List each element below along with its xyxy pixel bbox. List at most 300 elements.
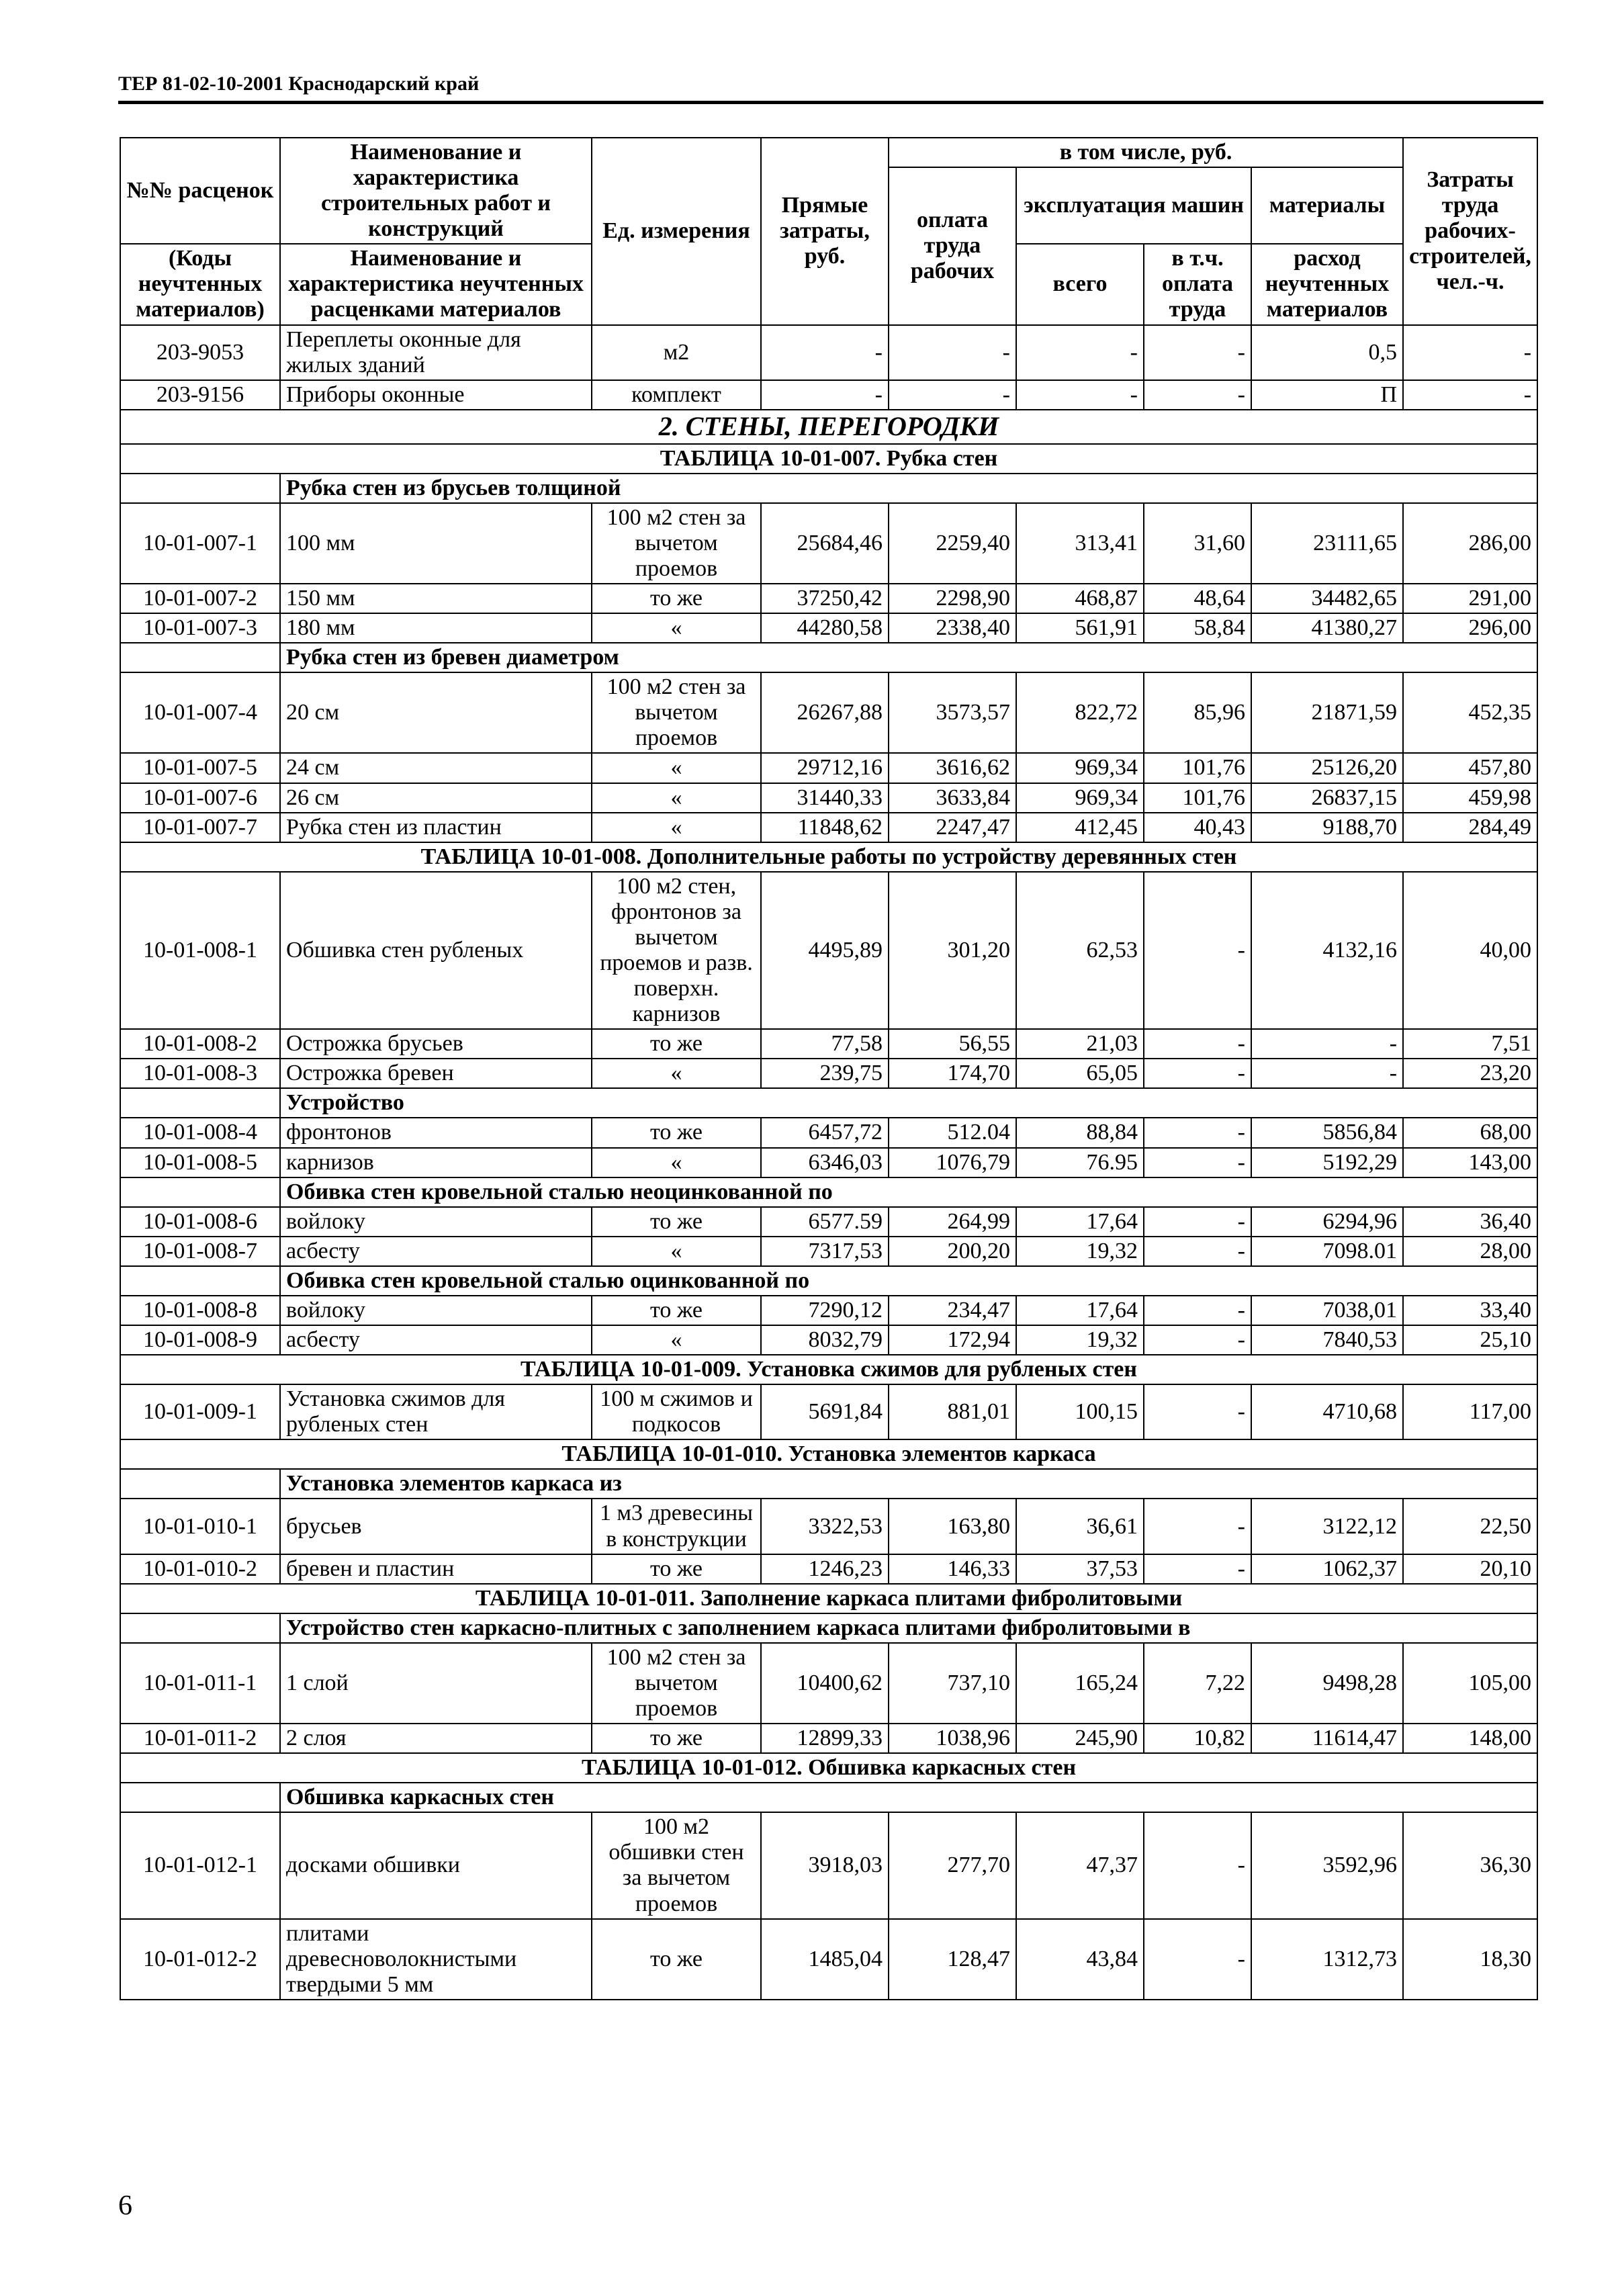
work-name: досками обшивки	[280, 1812, 592, 1918]
materials: -	[1251, 1059, 1403, 1088]
worker-pay: 1076,79	[889, 1148, 1016, 1177]
group-code-blank	[120, 1469, 280, 1499]
unit-of-measure: «	[592, 1059, 761, 1088]
machines-pay: 48,64	[1144, 584, 1251, 613]
worker-pay: 56,55	[889, 1029, 1016, 1059]
group-heading	[120, 643, 1537, 672]
worker-pay: 172,94	[889, 1325, 1016, 1355]
rate-code: 10-01-007-3	[120, 613, 280, 643]
machines-pay: 7,22	[1144, 1643, 1251, 1724]
direct-costs: 4495,89	[761, 872, 889, 1029]
rate-code: 10-01-008-2	[120, 1029, 280, 1059]
direct-costs: 29712,16	[761, 753, 889, 783]
table-title	[120, 1355, 1537, 1384]
machines-pay: -	[1144, 1148, 1251, 1177]
group-code-blank	[120, 474, 280, 503]
machines-total: 88,84	[1016, 1118, 1144, 1147]
machines-total: 19,32	[1016, 1237, 1144, 1266]
machines-total: 62,53	[1016, 872, 1144, 1029]
labor-cost: 452,35	[1403, 672, 1537, 753]
labor-cost: 286,00	[1403, 503, 1537, 584]
machines-pay: -	[1144, 1296, 1251, 1325]
work-name: 24 см	[280, 753, 592, 783]
table-title-text: ТАБЛИЦА 10-01-007. Рубка стен	[120, 444, 1537, 474]
header-rule	[118, 101, 1543, 104]
unit-of-measure: «	[592, 783, 761, 813]
worker-pay: 881,01	[889, 1384, 1016, 1439]
work-name: Приборы оконные	[280, 380, 592, 410]
worker-pay: 163,80	[889, 1499, 1016, 1554]
table-title	[120, 1584, 1537, 1613]
worker-pay: 146,33	[889, 1554, 1016, 1584]
work-name: асбесту	[280, 1325, 592, 1355]
materials: 41380,27	[1251, 613, 1403, 643]
direct-costs: 7290,12	[761, 1296, 889, 1325]
unit-of-measure: «	[592, 753, 761, 783]
rate-code: 10-01-008-3	[120, 1059, 280, 1088]
table-row	[120, 613, 1537, 643]
group-heading	[120, 1266, 1537, 1296]
table-row	[120, 503, 1537, 584]
direct-costs: 25684,46	[761, 503, 889, 584]
unit-of-measure: то же	[592, 1554, 761, 1584]
labor-cost: 23,20	[1403, 1059, 1537, 1088]
work-name: 26 см	[280, 783, 592, 813]
table-title	[120, 444, 1537, 474]
worker-pay: 234,47	[889, 1296, 1016, 1325]
group-heading	[120, 1177, 1537, 1207]
materials: 23111,65	[1251, 503, 1403, 584]
machines-total: -	[1016, 325, 1144, 380]
group-heading-text: Рубка стен из брусьев толщиной	[280, 474, 1537, 503]
direct-costs: 8032,79	[761, 1325, 889, 1355]
group-code-blank	[120, 1266, 280, 1296]
unit-of-measure: 100 м2 стен за вычетом проемов	[592, 672, 761, 753]
labor-cost: 105,00	[1403, 1643, 1537, 1724]
machines-total: 19,32	[1016, 1325, 1144, 1355]
machines-total: -	[1016, 380, 1144, 410]
group-heading-text: Обивка стен кровельной сталью оцинкованной по	[280, 1266, 1537, 1296]
labor-cost: 68,00	[1403, 1118, 1537, 1147]
materials: П	[1251, 380, 1403, 410]
table-title-text: ТАБЛИЦА 10-01-012. Обшивка каркасных стен	[120, 1753, 1537, 1783]
rate-code: 10-01-012-2	[120, 1919, 280, 2000]
table-row	[120, 1059, 1537, 1088]
table-row	[120, 584, 1537, 613]
labor-cost: 7,51	[1403, 1029, 1537, 1059]
materials: 1062,37	[1251, 1554, 1403, 1584]
labor-cost: 148,00	[1403, 1724, 1537, 1753]
unit-of-measure: 1 м3 древесины в конструкции	[592, 1499, 761, 1554]
machines-pay: -	[1144, 1325, 1251, 1355]
worker-pay: 3633,84	[889, 783, 1016, 813]
unit-of-measure: «	[592, 1237, 761, 1266]
header-materials-top: материалы	[1251, 167, 1403, 244]
work-name: 150 мм	[280, 584, 592, 613]
unit-of-measure: то же	[592, 1724, 761, 1753]
rate-code: 10-01-012-1	[120, 1812, 280, 1918]
header-code-top: №№ расценок	[120, 138, 280, 244]
materials: 5856,84	[1251, 1118, 1403, 1147]
direct-costs: 26267,88	[761, 672, 889, 753]
machines-total: 65,05	[1016, 1059, 1144, 1088]
group-code-blank	[120, 643, 280, 672]
machines-pay: -	[1144, 1384, 1251, 1439]
running-header: ТЕР 81-02-10-2001 Краснодарский край	[118, 73, 480, 95]
materials: 3122,12	[1251, 1499, 1403, 1554]
unit-of-measure: то же	[592, 1296, 761, 1325]
rate-code: 10-01-011-2	[120, 1724, 280, 1753]
group-heading	[120, 1783, 1537, 1812]
machines-total: 17,64	[1016, 1207, 1144, 1237]
labor-cost: 40,00	[1403, 872, 1537, 1029]
direct-costs: 44280,58	[761, 613, 889, 643]
machines-total: 412,45	[1016, 813, 1144, 842]
group-heading	[120, 1469, 1537, 1499]
section-heading-text: 2. СТЕНЫ, ПЕРЕГОРОДКИ	[120, 410, 1537, 444]
work-name: бревен и пластин	[280, 1554, 592, 1584]
header-name-bottom: Наименование и характеристика неучтенных расценками материалов	[280, 244, 592, 324]
machines-pay: -	[1144, 380, 1251, 410]
unit-of-measure: «	[592, 1325, 761, 1355]
worker-pay: 2338,40	[889, 613, 1016, 643]
table-title-text: ТАБЛИЦА 10-01-008. Дополнительные работы по устройству деревянных стен	[120, 842, 1537, 872]
labor-cost: 117,00	[1403, 1384, 1537, 1439]
unit-of-measure: «	[592, 1148, 761, 1177]
materials: 9498,28	[1251, 1643, 1403, 1724]
table-row	[120, 813, 1537, 842]
group-code-blank	[120, 1088, 280, 1118]
header-labor: Затраты труда рабочих-строителей, чел.-ч.	[1403, 138, 1537, 325]
group-heading	[120, 1613, 1537, 1643]
rate-code: 10-01-009-1	[120, 1384, 280, 1439]
work-name: Переплеты оконные для жилых зданий	[280, 325, 592, 380]
header-including: в том числе, руб.	[889, 138, 1403, 167]
header-unit: Ед. измерения	[592, 138, 761, 325]
rate-code: 10-01-008-1	[120, 872, 280, 1029]
group-heading-text: Установка элементов каркаса из	[280, 1469, 1537, 1499]
work-name: карнизов	[280, 1148, 592, 1177]
rate-code: 203-9156	[120, 380, 280, 410]
direct-costs: 6577.59	[761, 1207, 889, 1237]
labor-cost: 25,10	[1403, 1325, 1537, 1355]
direct-costs: 239,75	[761, 1059, 889, 1088]
materials: -	[1251, 1029, 1403, 1059]
header-row-1	[120, 138, 1537, 167]
header-worker-pay: оплата труда рабочих	[889, 167, 1016, 324]
machines-total: 561,91	[1016, 613, 1144, 643]
group-code-blank	[120, 1783, 280, 1812]
machines-pay: -	[1144, 1118, 1251, 1147]
worker-pay: 174,70	[889, 1059, 1016, 1088]
work-name: Острожка брусьев	[280, 1029, 592, 1059]
rate-code: 10-01-007-1	[120, 503, 280, 584]
materials: 4132,16	[1251, 872, 1403, 1029]
work-name: Обшивка стен рубленых	[280, 872, 592, 1029]
direct-costs: -	[761, 325, 889, 380]
direct-costs: 11848,62	[761, 813, 889, 842]
machines-pay: 31,60	[1144, 503, 1251, 584]
rate-code: 10-01-007-6	[120, 783, 280, 813]
worker-pay: 3573,57	[889, 672, 1016, 753]
table-row	[120, 1812, 1537, 1918]
direct-costs: 31440,33	[761, 783, 889, 813]
table-row	[120, 1643, 1537, 1724]
table-row	[120, 872, 1537, 1029]
unit-of-measure: «	[592, 813, 761, 842]
machines-total: 43,84	[1016, 1919, 1144, 2000]
group-code-blank	[120, 1177, 280, 1207]
machines-pay: 101,76	[1144, 753, 1251, 783]
group-code-blank	[120, 1613, 280, 1643]
worker-pay: -	[889, 380, 1016, 410]
machines-total: 969,34	[1016, 783, 1144, 813]
direct-costs: 1246,23	[761, 1554, 889, 1584]
table-title	[120, 842, 1537, 872]
table-title	[120, 1753, 1537, 1783]
labor-cost: -	[1403, 380, 1537, 410]
direct-costs: -	[761, 380, 889, 410]
rate-code: 10-01-008-7	[120, 1237, 280, 1266]
unit-of-measure: комплект	[592, 380, 761, 410]
unit-of-measure: то же	[592, 1207, 761, 1237]
rate-code: 10-01-008-5	[120, 1148, 280, 1177]
worker-pay: 128,47	[889, 1919, 1016, 2000]
work-name: брусьев	[280, 1499, 592, 1554]
materials: 7840,53	[1251, 1325, 1403, 1355]
machines-pay: -	[1144, 1812, 1251, 1918]
rate-code: 10-01-007-5	[120, 753, 280, 783]
direct-costs: 37250,42	[761, 584, 889, 613]
header-machines-pay: в т.ч. оплата труда	[1144, 244, 1251, 324]
machines-total: 468,87	[1016, 584, 1144, 613]
direct-costs: 12899,33	[761, 1724, 889, 1753]
labor-cost: 20,10	[1403, 1554, 1537, 1584]
rate-code: 10-01-008-8	[120, 1296, 280, 1325]
price-table	[120, 137, 1538, 2000]
rate-code: 10-01-008-4	[120, 1118, 280, 1147]
work-name: 2 слоя	[280, 1724, 592, 1753]
work-name: 100 мм	[280, 503, 592, 584]
machines-pay: -	[1144, 1554, 1251, 1584]
work-name: фронтонов	[280, 1118, 592, 1147]
materials: 7038,01	[1251, 1296, 1403, 1325]
unit-of-measure: то же	[592, 1919, 761, 2000]
unit-of-measure: то же	[592, 584, 761, 613]
machines-pay: -	[1144, 1207, 1251, 1237]
work-name: войлоку	[280, 1296, 592, 1325]
header-machines-total: всего	[1016, 244, 1144, 324]
rate-code: 10-01-010-2	[120, 1554, 280, 1584]
unit-of-measure: то же	[592, 1118, 761, 1147]
worker-pay: -	[889, 325, 1016, 380]
machines-pay: -	[1144, 1919, 1251, 2000]
labor-cost: 36,30	[1403, 1812, 1537, 1918]
table-row	[120, 1499, 1537, 1554]
machines-total: 76.95	[1016, 1148, 1144, 1177]
table-row	[120, 1029, 1537, 1059]
machines-total: 969,34	[1016, 753, 1144, 783]
worker-pay: 264,99	[889, 1207, 1016, 1237]
machines-pay: 58,84	[1144, 613, 1251, 643]
machines-pay: 101,76	[1144, 783, 1251, 813]
table-row	[120, 325, 1537, 380]
work-name: Острожка бревен	[280, 1059, 592, 1088]
machines-total: 21,03	[1016, 1029, 1144, 1059]
materials: 11614,47	[1251, 1724, 1403, 1753]
rate-code: 10-01-011-1	[120, 1643, 280, 1724]
materials: 4710,68	[1251, 1384, 1403, 1439]
rate-code: 10-01-010-1	[120, 1499, 280, 1554]
materials: 5192,29	[1251, 1148, 1403, 1177]
worker-pay: 1038,96	[889, 1724, 1016, 1753]
machines-pay: -	[1144, 1237, 1251, 1266]
rate-code: 10-01-008-6	[120, 1207, 280, 1237]
materials: 3592,96	[1251, 1812, 1403, 1918]
work-name: 20 см	[280, 672, 592, 753]
direct-costs: 10400,62	[761, 1643, 889, 1724]
table-row	[120, 783, 1537, 813]
group-heading	[120, 1088, 1537, 1118]
machines-pay: -	[1144, 325, 1251, 380]
table-title-text: ТАБЛИЦА 10-01-010. Установка элементов каркаса	[120, 1439, 1537, 1469]
labor-cost: 459,98	[1403, 783, 1537, 813]
direct-costs: 1485,04	[761, 1919, 889, 2000]
group-heading-text: Обивка стен кровельной сталью неоцинкованной по	[280, 1177, 1537, 1207]
machines-pay: -	[1144, 872, 1251, 1029]
unit-of-measure: 100 м2 стен за вычетом проемов	[592, 503, 761, 584]
table-row	[120, 672, 1537, 753]
materials: 21871,59	[1251, 672, 1403, 753]
worker-pay: 3616,62	[889, 753, 1016, 783]
direct-costs: 6346,03	[761, 1148, 889, 1177]
machines-total: 165,24	[1016, 1643, 1144, 1724]
materials: 9188,70	[1251, 813, 1403, 842]
labor-cost: 457,80	[1403, 753, 1537, 783]
direct-costs: 3322,53	[761, 1499, 889, 1554]
machines-pay: 40,43	[1144, 813, 1251, 842]
worker-pay: 200,20	[889, 1237, 1016, 1266]
machines-total: 822,72	[1016, 672, 1144, 753]
table-row	[120, 1919, 1537, 2000]
worker-pay: 737,10	[889, 1643, 1016, 1724]
direct-costs: 3918,03	[761, 1812, 889, 1918]
table-row	[120, 1384, 1537, 1439]
group-heading-text: Устройство стен каркасно-плитных с заполнением каркаса плитами фибролитовыми в	[280, 1613, 1537, 1643]
header-materials-bottom: расход неучтенных материалов	[1251, 244, 1403, 324]
work-name: Установка сжимов для рубленых стен	[280, 1384, 592, 1439]
machines-total: 245,90	[1016, 1724, 1144, 1753]
table-row	[120, 1296, 1537, 1325]
machines-total: 47,37	[1016, 1812, 1144, 1918]
rate-code: 10-01-007-4	[120, 672, 280, 753]
unit-of-measure: 100 м2 стен за вычетом проемов	[592, 1643, 761, 1724]
table-title-text: ТАБЛИЦА 10-01-011. Заполнение каркаса плитами фибролитовыми	[120, 1584, 1537, 1613]
header-machines: эксплуатация машин	[1016, 167, 1251, 244]
direct-costs: 7317,53	[761, 1237, 889, 1266]
rate-code: 10-01-007-7	[120, 813, 280, 842]
labor-cost: 28,00	[1403, 1237, 1537, 1266]
direct-costs: 6457,72	[761, 1118, 889, 1147]
header-code-bottom: (Коды неучтенных материалов)	[120, 244, 280, 324]
machines-pay: 10,82	[1144, 1724, 1251, 1753]
labor-cost: -	[1403, 325, 1537, 380]
unit-of-measure: 100 м2 стен, фронтонов за вычетом проемов и разв. поверхн. карнизов	[592, 872, 761, 1029]
section-heading	[120, 410, 1537, 444]
table-title	[120, 1439, 1537, 1469]
machines-total: 37,53	[1016, 1554, 1144, 1584]
labor-cost: 36,40	[1403, 1207, 1537, 1237]
work-name: плитами древесноволокнистыми твердыми 5 мм	[280, 1919, 592, 2000]
machines-total: 313,41	[1016, 503, 1144, 584]
direct-costs: 77,58	[761, 1029, 889, 1059]
labor-cost: 33,40	[1403, 1296, 1537, 1325]
table-row	[120, 380, 1537, 410]
materials: 25126,20	[1251, 753, 1403, 783]
table-title-text: ТАБЛИЦА 10-01-009. Установка сжимов для рубленых стен	[120, 1355, 1537, 1384]
machines-total: 100,15	[1016, 1384, 1144, 1439]
group-heading-text: Обшивка каркасных стен	[280, 1783, 1537, 1812]
work-name: войлоку	[280, 1207, 592, 1237]
table-row	[120, 1207, 1537, 1237]
materials: 26837,15	[1251, 783, 1403, 813]
unit-of-measure: м2	[592, 325, 761, 380]
worker-pay: 512.04	[889, 1118, 1016, 1147]
table-row	[120, 1554, 1537, 1584]
unit-of-measure: то же	[592, 1029, 761, 1059]
page-number: 6	[118, 2190, 132, 2221]
worker-pay: 2247,47	[889, 813, 1016, 842]
rate-code: 10-01-007-2	[120, 584, 280, 613]
work-name: 1 слой	[280, 1643, 592, 1724]
unit-of-measure: 100 м сжимов и подкосов	[592, 1384, 761, 1439]
labor-cost: 284,49	[1403, 813, 1537, 842]
machines-pay: -	[1144, 1029, 1251, 1059]
table-row	[120, 753, 1537, 783]
materials: 0,5	[1251, 325, 1403, 380]
materials: 34482,65	[1251, 584, 1403, 613]
materials: 7098.01	[1251, 1237, 1403, 1266]
unit-of-measure: 100 м2 обшивки стен за вычетом проемов	[592, 1812, 761, 1918]
worker-pay: 2298,90	[889, 584, 1016, 613]
work-name: 180 мм	[280, 613, 592, 643]
machines-pay: 85,96	[1144, 672, 1251, 753]
table-row	[120, 1118, 1537, 1147]
labor-cost: 296,00	[1403, 613, 1537, 643]
group-heading-text: Рубка стен из бревен диаметром	[280, 643, 1537, 672]
materials: 1312,73	[1251, 1919, 1403, 2000]
work-name: асбесту	[280, 1237, 592, 1266]
machines-pay: -	[1144, 1059, 1251, 1088]
labor-cost: 18,30	[1403, 1919, 1537, 2000]
table-row	[120, 1724, 1537, 1753]
worker-pay: 2259,40	[889, 503, 1016, 584]
table-row	[120, 1237, 1537, 1266]
labor-cost: 291,00	[1403, 584, 1537, 613]
header-direct-costs: Прямые затраты, руб.	[761, 138, 889, 325]
machines-total: 17,64	[1016, 1296, 1144, 1325]
rate-code: 203-9053	[120, 325, 280, 380]
table-row	[120, 1325, 1537, 1355]
rate-code: 10-01-008-9	[120, 1325, 280, 1355]
table-row	[120, 1148, 1537, 1177]
materials: 6294,96	[1251, 1207, 1403, 1237]
header-name-top: Наименование и характеристика строительных работ и конструкций	[280, 138, 592, 244]
group-heading-text: Устройство	[280, 1088, 1537, 1118]
work-name: Рубка стен из пластин	[280, 813, 592, 842]
machines-pay: -	[1144, 1499, 1251, 1554]
labor-cost: 22,50	[1403, 1499, 1537, 1554]
